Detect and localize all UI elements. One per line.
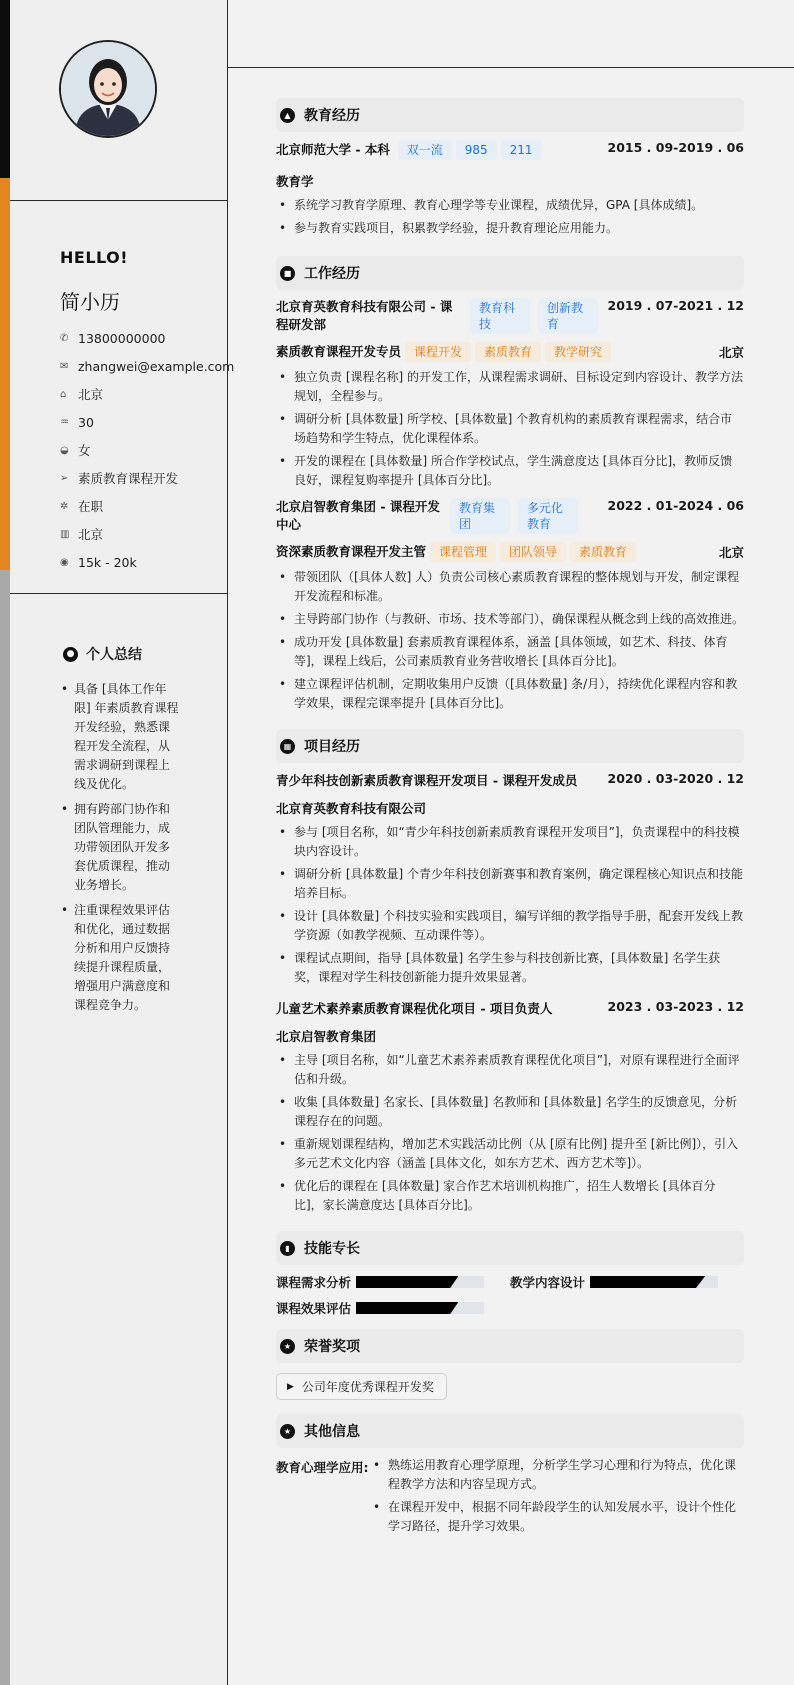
role-title: 素质教育课程开发专员 — [276, 344, 402, 359]
work-list — [276, 298, 744, 713]
summary-list — [60, 680, 180, 1021]
bullet-item: • 调研分析 [具体数量] 个青少年科技创新赛事和教育案例，确定课程核心知识点和技能培养目标。 — [276, 865, 744, 903]
role-title: 资深素质教育课程开发主管 — [276, 544, 427, 559]
section-title: 技能专长 — [304, 1241, 360, 1257]
contact-text: 13800000000 — [78, 330, 166, 346]
hello-heading: HELLO! — [60, 248, 129, 267]
education-date: 2015 . 09-2019 . 06 — [607, 140, 744, 155]
skill-bar-fill — [590, 1276, 705, 1288]
tag: 教育科技 — [470, 298, 530, 334]
accent-strip-grey — [0, 570, 10, 1685]
tag: 教育集团 — [450, 498, 510, 534]
contact-text: 北京 — [78, 527, 104, 542]
major: 教育学 — [276, 174, 314, 189]
status-icon: ✲ — [60, 500, 69, 512]
contact-item — [60, 324, 234, 352]
briefcase-icon: ■ — [280, 266, 295, 281]
section-other — [276, 1414, 744, 1448]
project-date: 2023 . 03-2023 . 12 — [607, 999, 744, 1014]
project-org: 北京启智教育集团 — [276, 1029, 377, 1044]
bullet-item: • 注重课程效果评估和优化，通过数据分析和用户反馈持续提升课程质量，增强用户满意度和课程竞争力。 — [60, 901, 180, 1015]
contact-text: zhangwei@example.com — [78, 358, 235, 374]
project-org: 北京育英教育科技有限公司 — [276, 801, 427, 816]
play-icon: ▶ — [287, 1381, 294, 1392]
bullet-item: • 主导跨部门协作（与教研、市场、技术等部门），确保课程从概念到上线的高效推进。 — [276, 610, 744, 629]
section-projects — [276, 729, 744, 763]
work-bullets — [276, 568, 744, 713]
project-header — [276, 771, 744, 789]
tag: 211 — [501, 140, 542, 160]
work-header — [276, 298, 744, 334]
award-badge — [276, 1373, 447, 1400]
work-header — [276, 498, 744, 534]
project-bullets — [276, 823, 744, 987]
section-title: 工作经历 — [304, 266, 360, 282]
contact-item — [60, 464, 234, 492]
contact-item — [60, 548, 234, 576]
awards-list — [276, 1371, 744, 1400]
work-entry — [276, 498, 744, 713]
tag: 多元化教育 — [518, 498, 578, 534]
skills-list — [276, 1273, 744, 1317]
send-icon: ➢ — [60, 472, 69, 484]
company-name: 北京育英教育科技有限公司 - 课程研发部 — [276, 299, 453, 332]
skill-row — [276, 1299, 744, 1317]
award-text: 公司年度优秀课程开发奖 — [301, 1380, 434, 1394]
bullet-item: • 拥有跨部门协作和团队管理能力，成功带领团队开发多套优质课程，推动业务增长。 — [60, 800, 180, 895]
avatar-photo-icon — [61, 42, 155, 136]
contact-info-list — [60, 324, 234, 576]
bullet-item: • 开发的课程在 [具体数量] 所合作学校试点，学生满意度达 [具体百分比]，教师反馈良好，课程复购率提升 [具体百分比]。 — [276, 452, 744, 490]
graduation-cap-icon: ▲ — [280, 108, 295, 123]
bullet-item: • 系统学习教育学原理、教育心理学等专业课程，成绩优异，GPA [具体成绩]。 — [276, 196, 744, 215]
bullet-item: • 独立负责 [课程名称] 的开发工作，从课程需求调研、目标设定到内容设计、教学方法规划，全程参与。 — [276, 368, 744, 406]
project-header — [276, 999, 744, 1017]
accent-strip-orange — [0, 178, 10, 570]
candidate-name: 简小历 — [60, 290, 120, 314]
bar-chart-icon: ▮ — [280, 1241, 295, 1256]
section-skills — [276, 1231, 744, 1265]
company-block — [276, 498, 578, 534]
section-education — [276, 98, 744, 132]
work-date: 2022 . 01-2024 . 06 — [607, 498, 744, 513]
bullet-item: • 熟练运用教育心理学原理，分析学生学习心理和行为特点，优化课程教学方法和内容呈现方式。 — [370, 1456, 744, 1494]
tag: 素质教育 — [570, 542, 636, 562]
summary-heading — [63, 644, 142, 664]
gender-icon: ◒ — [60, 444, 69, 456]
company-tags — [442, 498, 578, 534]
phone-icon: ✆ — [60, 332, 69, 344]
person-icon: ● — [63, 647, 78, 662]
award-icon: ★ — [280, 1339, 295, 1354]
bullet-item: • 建立课程评估机制，定期收集用户反馈（[具体数量] 条/月），持续优化课程内容和教学效果，课程完课率提升 [具体百分比]。 — [276, 675, 744, 713]
company-name: 北京启智教育集团 - 课程开发中心 — [276, 499, 440, 532]
tag: 985 — [456, 140, 497, 160]
company-tags — [462, 298, 598, 334]
section-awards — [276, 1329, 744, 1363]
contact-text: 15k - 20k — [78, 554, 137, 570]
section-title: 教育经历 — [304, 108, 360, 124]
city-icon: ▥ — [60, 528, 70, 540]
contact-item — [60, 408, 234, 436]
header-divider — [228, 67, 794, 68]
bullet-item: • 成功开发 [具体数量] 套素质教育课程体系，涵盖 [具体领域，如艺术、科技、体育等]，课程上线后，公司素质教育业务营收增长 [具体百分比]。 — [276, 633, 744, 671]
skill-bar — [590, 1276, 718, 1288]
tag: 教学研究 — [545, 342, 611, 362]
bullet-item: • 主导 [项目名称，如“儿童艺术素养素质教育课程优化项目”]，对原有课程进行全面评估和升级。 — [276, 1051, 744, 1089]
contact-text: 女 — [78, 443, 91, 458]
other-info — [276, 1456, 744, 1540]
salary-icon: ◉ — [60, 556, 69, 568]
other-label: 教育心理学应用: — [276, 1460, 369, 1475]
work-city: 北京 — [718, 545, 744, 560]
skill-name: 教学内容设计 — [510, 1275, 586, 1290]
bullet-item: • 设计 [具体数量] 个科技实验和实践项目，编写详细的教学指导手册，配套开发线上教学资源（如教学视频、互动课件等）。 — [276, 907, 744, 945]
education-header — [276, 140, 744, 160]
bullet-item: • 课程试点期间，指导 [具体数量] 名学生参与科技创新比赛，[具体数量] 名学生获奖，课程对学生科技创新能力提升效果显著。 — [276, 949, 744, 987]
contact-item — [60, 436, 234, 464]
bullet-item: • 带领团队（[具体人数] 人）负责公司核心素质教育课程的整体规划与开发，制定课程开发流程和标准。 — [276, 568, 744, 606]
role-block — [276, 342, 611, 362]
contact-text: 北京 — [78, 387, 104, 402]
project-entry — [276, 999, 744, 1215]
accent-strip-black — [0, 0, 10, 178]
contact-item — [60, 520, 234, 548]
section-title: 荣誉奖项 — [304, 1339, 360, 1355]
contact-item — [60, 380, 234, 408]
mail-icon: ✉ — [60, 360, 69, 372]
other-bullets — [370, 1456, 744, 1540]
work-entry — [276, 298, 744, 490]
tag: 团队领导 — [500, 542, 566, 562]
skill-item — [276, 1273, 510, 1291]
education-tags — [394, 143, 542, 157]
education-bullets — [276, 196, 744, 238]
summary-title: 个人总结 — [86, 647, 142, 663]
work-city: 北京 — [718, 345, 744, 360]
contact-item — [60, 492, 234, 520]
section-title: 项目经历 — [304, 739, 360, 755]
project-name: 青少年科技创新素质教育课程开发项目 - 课程开发成员 — [276, 773, 578, 788]
bullet-item: • 在课程开发中，根据不同年龄段学生的认知发展水平，设计个性化学习路径，提升学习效果。 — [370, 1498, 744, 1536]
contact-item — [60, 352, 234, 380]
skill-bar-fill — [356, 1302, 458, 1314]
section-work — [276, 256, 744, 290]
project-date: 2020 . 03-2020 . 12 — [607, 771, 744, 786]
home-icon: ⌂ — [60, 388, 67, 400]
tag: 课程管理 — [430, 542, 496, 562]
skill-bar — [356, 1276, 484, 1288]
bullet-item: • 收集 [具体数量] 名家长、[具体数量] 名教师和 [具体数量] 名学生的反馈意见，分析课程存在的问题。 — [276, 1093, 744, 1131]
contact-text: 素质教育课程开发 — [78, 471, 179, 486]
work-bullets — [276, 368, 744, 490]
skill-bar-fill — [356, 1276, 458, 1288]
skill-bar — [356, 1302, 484, 1314]
skill-item — [276, 1299, 516, 1317]
grid-icon: ▦ — [280, 739, 295, 754]
info-icon: ★ — [280, 1424, 295, 1439]
bullet-item: • 重新规划课程结构，增加艺术实践活动比例（从 [原有比例] 提升至 [新比例]），引入多元艺术文化内容（涵盖 [具体文化，如东方艺术、西方艺术等]）。 — [276, 1135, 744, 1173]
project-list — [276, 771, 744, 1215]
project-name: 儿童艺术素养素质教育课程优化项目 - 项目负责人 — [276, 1001, 553, 1016]
age-icon: ♒ — [60, 416, 69, 428]
role-row — [276, 542, 744, 562]
project-entry — [276, 771, 744, 987]
school-name: 北京师范大学 - 本科 — [276, 142, 390, 157]
bullet-item: • 具备 [具体工作年限] 年素质教育课程开发经验，熟悉课程开发全流程，从需求调研到课程上线及优化。 — [60, 680, 180, 794]
bullet-item: • 调研分析 [具体数量] 所学校、[具体数量] 个教育机构的素质教育课程需求，结合市场趋势和学生特点，优化课程体系。 — [276, 410, 744, 448]
sidebar-divider — [10, 593, 228, 594]
work-date: 2019 . 07-2021 . 12 — [607, 298, 744, 313]
project-bullets — [276, 1051, 744, 1215]
tag: 创新教育 — [538, 298, 598, 334]
skill-item — [510, 1273, 744, 1291]
bullet-item: • 参与教育实践项目，积累教学经验，提升教育理论应用能力。 — [276, 219, 744, 238]
role-row — [276, 342, 744, 362]
skill-name: 课程效果评估 — [276, 1301, 352, 1316]
role-block — [276, 542, 636, 562]
contact-text: 在职 — [78, 499, 104, 514]
company-block — [276, 298, 598, 334]
skill-row — [276, 1273, 744, 1291]
contact-text: 30 — [78, 414, 94, 430]
tag: 双一流 — [398, 140, 452, 160]
bullet-item: • 参与 [项目名称，如“青少年科技创新素质教育课程开发项目”]，负责课程中的科技模块内容设计。 — [276, 823, 744, 861]
skill-name: 课程需求分析 — [276, 1275, 352, 1290]
main-content — [276, 90, 744, 1540]
sidebar — [0, 0, 235, 1685]
section-title: 其他信息 — [304, 1424, 360, 1440]
bullet-item: • 优化后的课程在 [具体数量] 家合作艺术培训机构推广，招生人数增长 [具体百分比]，家长满意度达 [具体百分比]。 — [276, 1177, 744, 1215]
avatar — [59, 40, 157, 138]
tag: 课程开发 — [405, 342, 471, 362]
tag: 素质教育 — [475, 342, 541, 362]
sidebar-divider — [10, 200, 228, 201]
